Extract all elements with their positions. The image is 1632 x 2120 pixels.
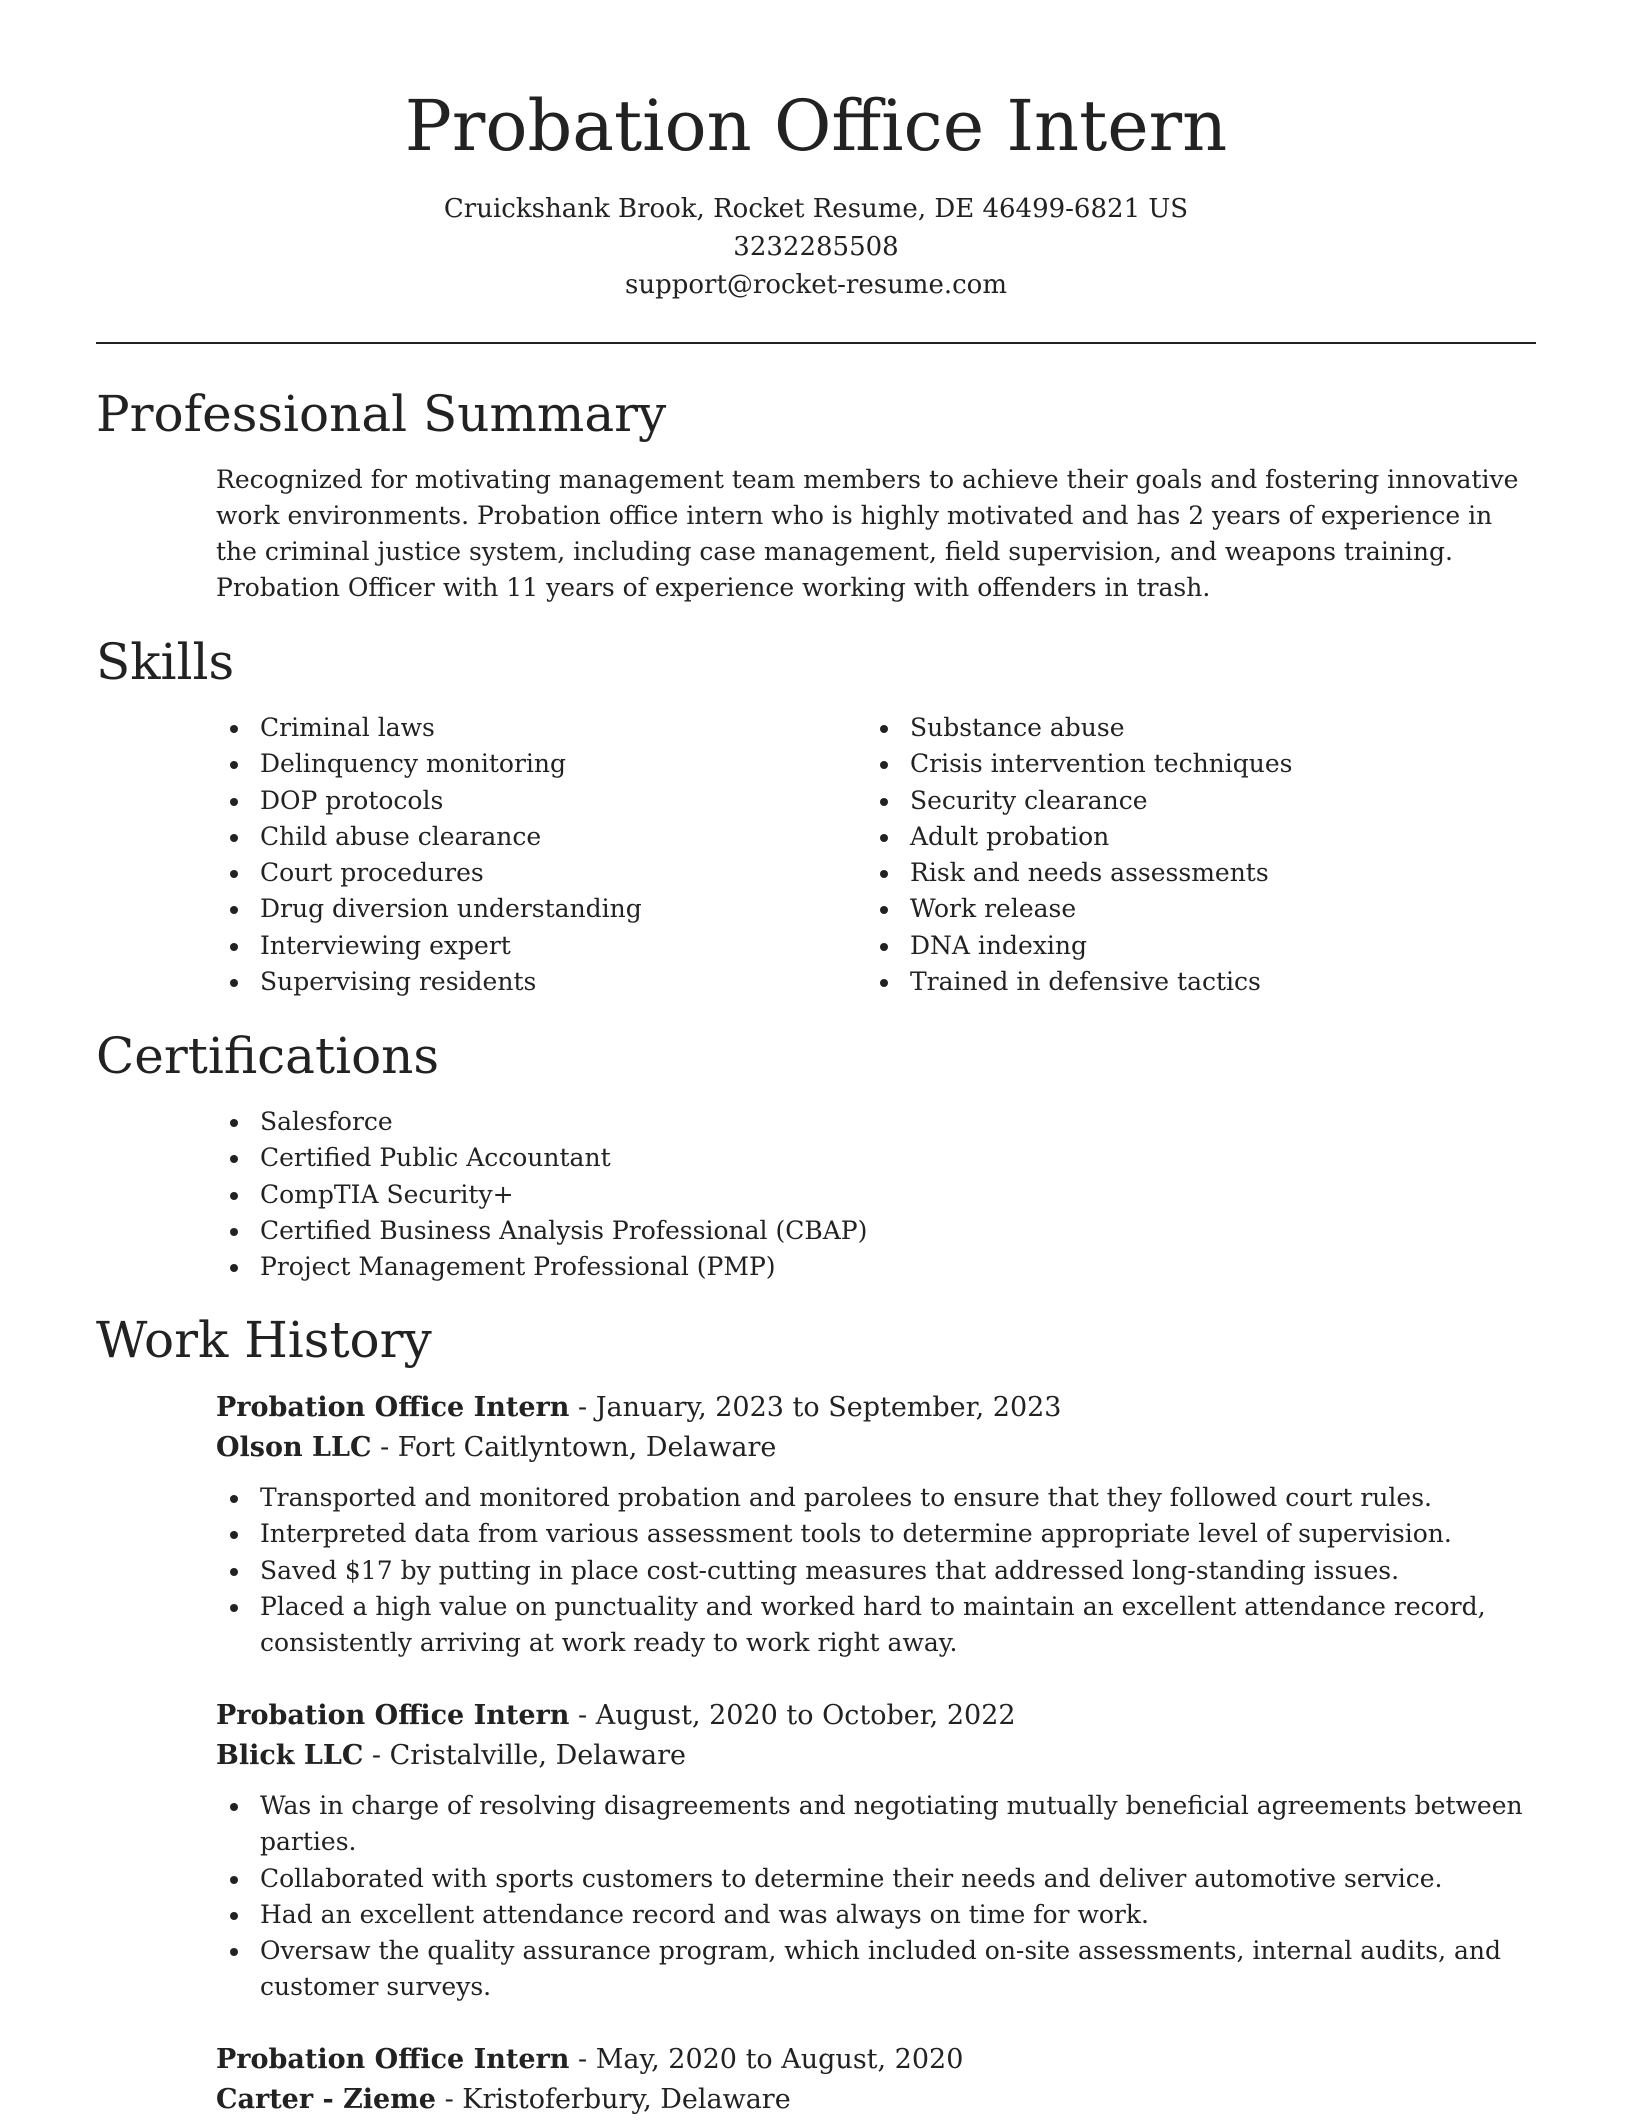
skill-item: Security clearance	[866, 783, 1536, 819]
contact-block	[0, 190, 1632, 304]
skills-left-column	[216, 710, 836, 1000]
job-title-line	[216, 2040, 1536, 2080]
skill-item: DNA indexing	[866, 928, 1536, 964]
job-entry	[216, 2040, 1536, 2120]
job-dates: - August, 2020 to October, 2022	[569, 1700, 1016, 1731]
job-company-line	[216, 1736, 1536, 1776]
job-company: Blick LLC	[216, 1740, 364, 1771]
job-company-line	[216, 1428, 1536, 1468]
job-location: - Cristalville, Delaware	[363, 1740, 687, 1771]
certifications-list-wrap	[216, 1104, 867, 1285]
header-divider	[96, 342, 1536, 344]
certifications-heading: Certifications	[96, 1027, 440, 1085]
certification-item: Project Management Professional (PMP)	[216, 1249, 867, 1285]
skill-item: Adult probation	[866, 819, 1536, 855]
skills-left-list	[216, 710, 836, 1000]
job-bullet: Was in charge of resolving disagreements and negotiating mutually beneficial agreements between parties.	[216, 1788, 1536, 1861]
certification-item: Certified Business Analysis Professional (CBAP)	[216, 1213, 867, 1249]
job-entry	[216, 1388, 1536, 1661]
job-title: Probation Office Intern	[216, 1700, 570, 1731]
skill-item: Substance abuse	[866, 710, 1536, 746]
job-bullets	[216, 1480, 1536, 1661]
job-company-line	[216, 2080, 1536, 2120]
job-bullet: Interpreted data from various assessment tools to determine appropriate level of supervision.	[216, 1516, 1536, 1552]
contact-email: support@rocket-resume.com	[624, 270, 1007, 300]
skill-item: DOP protocols	[216, 783, 836, 819]
summary-text: Recognized for motivating management team members to achieve their goals and fostering innovative work environments. Probation office intern who is highly motivated and has 2 years of experience in the criminal justice system, including case management, field supervision, and weapons training. Probation Officer with 11 years of experience working with offenders in trash.	[216, 465, 1519, 602]
skill-item: Crisis intervention techniques	[866, 746, 1536, 782]
job-bullet: Oversaw the quality assurance program, which included on-site assessments, internal audits, and customer surveys.	[216, 1933, 1536, 2006]
job-location: - Kristoferbury, Delaware	[435, 2084, 791, 2115]
skill-item: Risk and needs assessments	[866, 855, 1536, 891]
certification-item: CompTIA Security+	[216, 1177, 867, 1213]
candidate-name: Probation Office Intern	[404, 85, 1228, 167]
skill-item: Child abuse clearance	[216, 819, 836, 855]
job-bullets	[216, 1788, 1536, 2006]
job-dates: - May, 2020 to August, 2020	[569, 2044, 964, 2075]
job-entry	[216, 1696, 1536, 2006]
skill-item: Delinquency monitoring	[216, 746, 836, 782]
skills-heading: Skills	[96, 633, 235, 691]
skills-right-list	[866, 710, 1536, 1000]
job-title-line	[216, 1388, 1536, 1428]
job-dates: - January, 2023 to September, 2023	[569, 1392, 1062, 1423]
job-title-line	[216, 1696, 1536, 1736]
job-bullet: Placed a high value on punctuality and worked hard to maintain an excellent attendance record, consistently arriving at work ready to work right away.	[216, 1589, 1536, 1662]
skill-item: Work release	[866, 891, 1536, 927]
work-history-heading: Work History	[96, 1311, 432, 1369]
skills-right-column	[866, 710, 1536, 1000]
job-bullet: Had an excellent attendance record and was always on time for work.	[216, 1897, 1536, 1933]
job-company: Olson LLC	[216, 1432, 372, 1463]
job-title: Probation Office Intern	[216, 1392, 570, 1423]
skill-item: Drug diversion understanding	[216, 891, 836, 927]
skill-item: Criminal laws	[216, 710, 836, 746]
job-title: Probation Office Intern	[216, 2044, 570, 2075]
summary-heading: Professional Summary	[96, 385, 667, 443]
job-location: - Fort Caitlyntown, Delaware	[371, 1432, 777, 1463]
job-bullet: Transported and monitored probation and parolees to ensure that they followed court rules.	[216, 1480, 1536, 1516]
skill-item: Supervising residents	[216, 964, 836, 1000]
certification-item: Certified Public Accountant	[216, 1140, 867, 1176]
job-bullet: Saved $17 by putting in place cost-cutting measures that addressed long-standing issues.	[216, 1553, 1536, 1589]
job-company: Carter - Zieme	[216, 2084, 436, 2115]
certification-item: Salesforce	[216, 1104, 867, 1140]
skill-item: Trained in defensive tactics	[866, 964, 1536, 1000]
certifications-list	[216, 1104, 867, 1285]
skill-item: Interviewing expert	[216, 928, 836, 964]
contact-address: Cruickshank Brook, Rocket Resume, DE 46499-6821 US	[443, 194, 1189, 224]
skill-item: Court procedures	[216, 855, 836, 891]
job-bullet: Collaborated with sports customers to determine their needs and deliver automotive service.	[216, 1861, 1536, 1897]
contact-phone: 3232285508	[733, 232, 899, 262]
resume-header	[0, 0, 1632, 304]
